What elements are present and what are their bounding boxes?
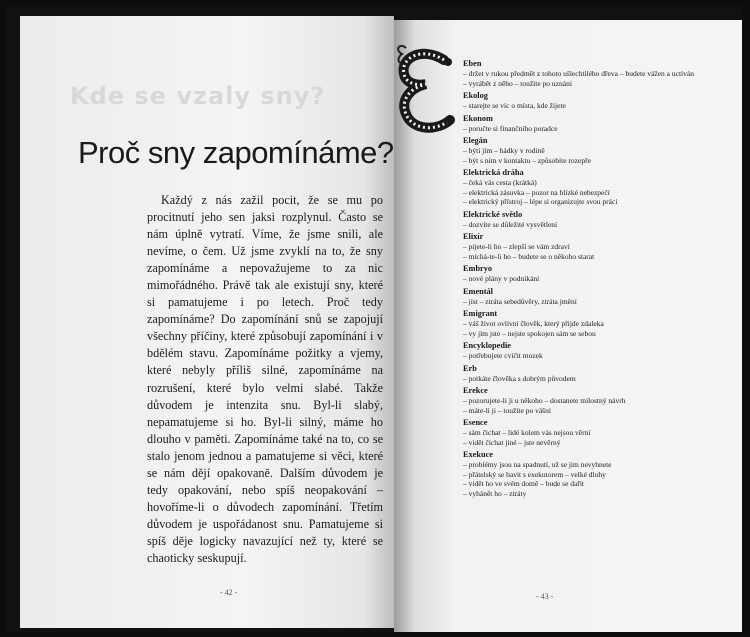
- dictionary-entry: [463, 264, 721, 284]
- entry-definition: – nové plány v podnikání: [463, 274, 540, 283]
- entry-definition: – míchá-te-li ho – budete se o někoho starat: [463, 251, 595, 261]
- entry-term: Emigrant: [463, 309, 498, 318]
- entry-term: Elegán: [463, 136, 488, 145]
- dictionary-entry: [463, 232, 721, 261]
- entry-definition: – dozvíte se důležité vysvětlení: [463, 219, 558, 229]
- dictionary-entry: [463, 168, 721, 207]
- entry-definition: – poručte si finančního poradce: [463, 123, 558, 133]
- entry-definition: – být s ním v kontaktu – způsobíte rozepře: [463, 155, 591, 165]
- entry-definition: – jíst – ztráta sebedůvěry, ztráta jmění: [463, 296, 577, 306]
- faded-heading: Kde se vzaly sny?: [70, 82, 326, 110]
- entry-definition: – přátelský se bavit s exekutorem – velké dluhy: [463, 469, 606, 479]
- entry-definition: – čeká vás cesta (krátká): [463, 178, 537, 187]
- entry-definition: – starejte se víc o místa, kde žijete: [463, 101, 566, 110]
- entry-definition: – elektrický přístroj – lépe si organizujte svou práci: [463, 197, 618, 206]
- entry-term: Ekolog: [463, 91, 488, 100]
- dictionary-entry: [463, 91, 721, 111]
- dictionary-entry: [463, 364, 721, 384]
- dictionary-entry: [463, 210, 721, 230]
- entry-term: Erb: [463, 363, 477, 373]
- entry-term: Encyklopedie: [463, 341, 511, 350]
- entry-definition: – vy jím jste – nejste spokojen sám se sebou: [463, 328, 596, 338]
- entry-definition: – sám čichat – lidé kolem vás nejsou věrní: [463, 428, 591, 437]
- chapter-title: Proč sny zapomínáme?: [78, 135, 394, 170]
- entry-term: Eben: [463, 59, 482, 68]
- entry-definition: – váš život ovlivní člověk, který přijde zdaleka: [463, 319, 604, 328]
- entry-term: Elixír: [463, 232, 484, 241]
- entry-definition: – vyhánět ho – ztráty: [463, 488, 527, 498]
- entry-definition: – potřebujete cvičit mozek: [463, 351, 543, 360]
- entry-definition: – elektrická zásuvka – pozor na blízké nebezpečí: [463, 187, 610, 197]
- entry-term: Ementál: [463, 286, 493, 296]
- dictionary-entry: [463, 386, 721, 415]
- entry-definition: – pozorujete-li ji u někoho – dostanete milostný návrh: [463, 396, 626, 405]
- entry-definition: – problémy jsou na spadnutí, už se jim nevyhnete: [463, 460, 612, 469]
- entry-term: Embryo: [463, 264, 493, 273]
- dictionary-entry: [463, 450, 721, 498]
- entry-term: Ekonom: [463, 113, 493, 123]
- entry-term: Esence: [463, 418, 488, 427]
- entry-definition: – vyrábět z něho – toužíte po uznání: [463, 78, 572, 88]
- entry-definition: – býti jím – hádky v rodině: [463, 146, 545, 155]
- entry-term: Exekuce: [463, 450, 493, 459]
- entry-definition: – máte-li ji – toužíte po vášni: [463, 405, 551, 415]
- dictionary-entry: [463, 136, 721, 165]
- dream-dictionary: [463, 59, 721, 501]
- entry-term: Elektrické světlo: [463, 209, 523, 219]
- dictionary-entry: [463, 341, 721, 361]
- dictionary-entry: [463, 309, 721, 338]
- page-number-right: - 43 -: [536, 592, 554, 601]
- ornamental-letter-e-icon: [392, 40, 454, 140]
- chapter-body: Každý z nás zažil pocit, že se mu po procitnutí jeho sen jaksi rozplynul. Často se nám úplně vytratí. Víme, že jsme snili, ale nevíme, o čem. Už jsme zvyklí na to, že sny zapomínáme a nepovažujeme to za nic mimořádného. Právě tak ale existují sny, které si pamatujeme i po letech. Proč tedy zapomínáme? Do zapomínání snů se zapojují všechny příčiny, které způsobují zapomínání i v bdělém stavu. Zapomínáme požitky a vjemy, které nebyly příliš silné, zapomínáme na rozrušení, které bylo velmi slabé. Takže důvodem je intenzita snu. Byl-li slabý, nepamatujeme si ho. Byl-li silný, máme ho dlouho v paměti. Zapomínáme také na to, co se stalo jenom jednou a pamatujeme si věci, které se nám dějí opakovaně. Dalším důvodem je tedy opakování, nebo spíš neopakování – hovoříme-li o důvodech zapomínání. Třetím důvodem je uspořádanost snu. Pamatujeme si spíš děje logicky navazující než ty, které se chaoticky seskupují.: [147, 193, 383, 565]
- entry-definition: – vidět čichat jiné – jste nevěrný: [463, 437, 561, 447]
- entry-definition: – vidět ho ve svém domě – bude se dařit: [463, 479, 585, 488]
- dictionary-entry: [463, 418, 721, 447]
- dictionary-entry: [463, 59, 721, 88]
- dictionary-entry: [463, 114, 721, 134]
- entry-definition: – pijete-li ho – zlepší se vám zdraví: [463, 242, 570, 251]
- entry-term: Elektrická dráha: [463, 168, 524, 177]
- entry-definition: – držet v rukou předmět z tohoto ušlechtilého dřeva – budete vážen a uctíván: [463, 69, 694, 78]
- dictionary-entry: [463, 287, 721, 307]
- page-number-left: - 42 -: [220, 588, 238, 597]
- entry-term: Erekce: [463, 386, 488, 395]
- entry-definition: – potkáte člověka s dobrým původem: [463, 373, 576, 383]
